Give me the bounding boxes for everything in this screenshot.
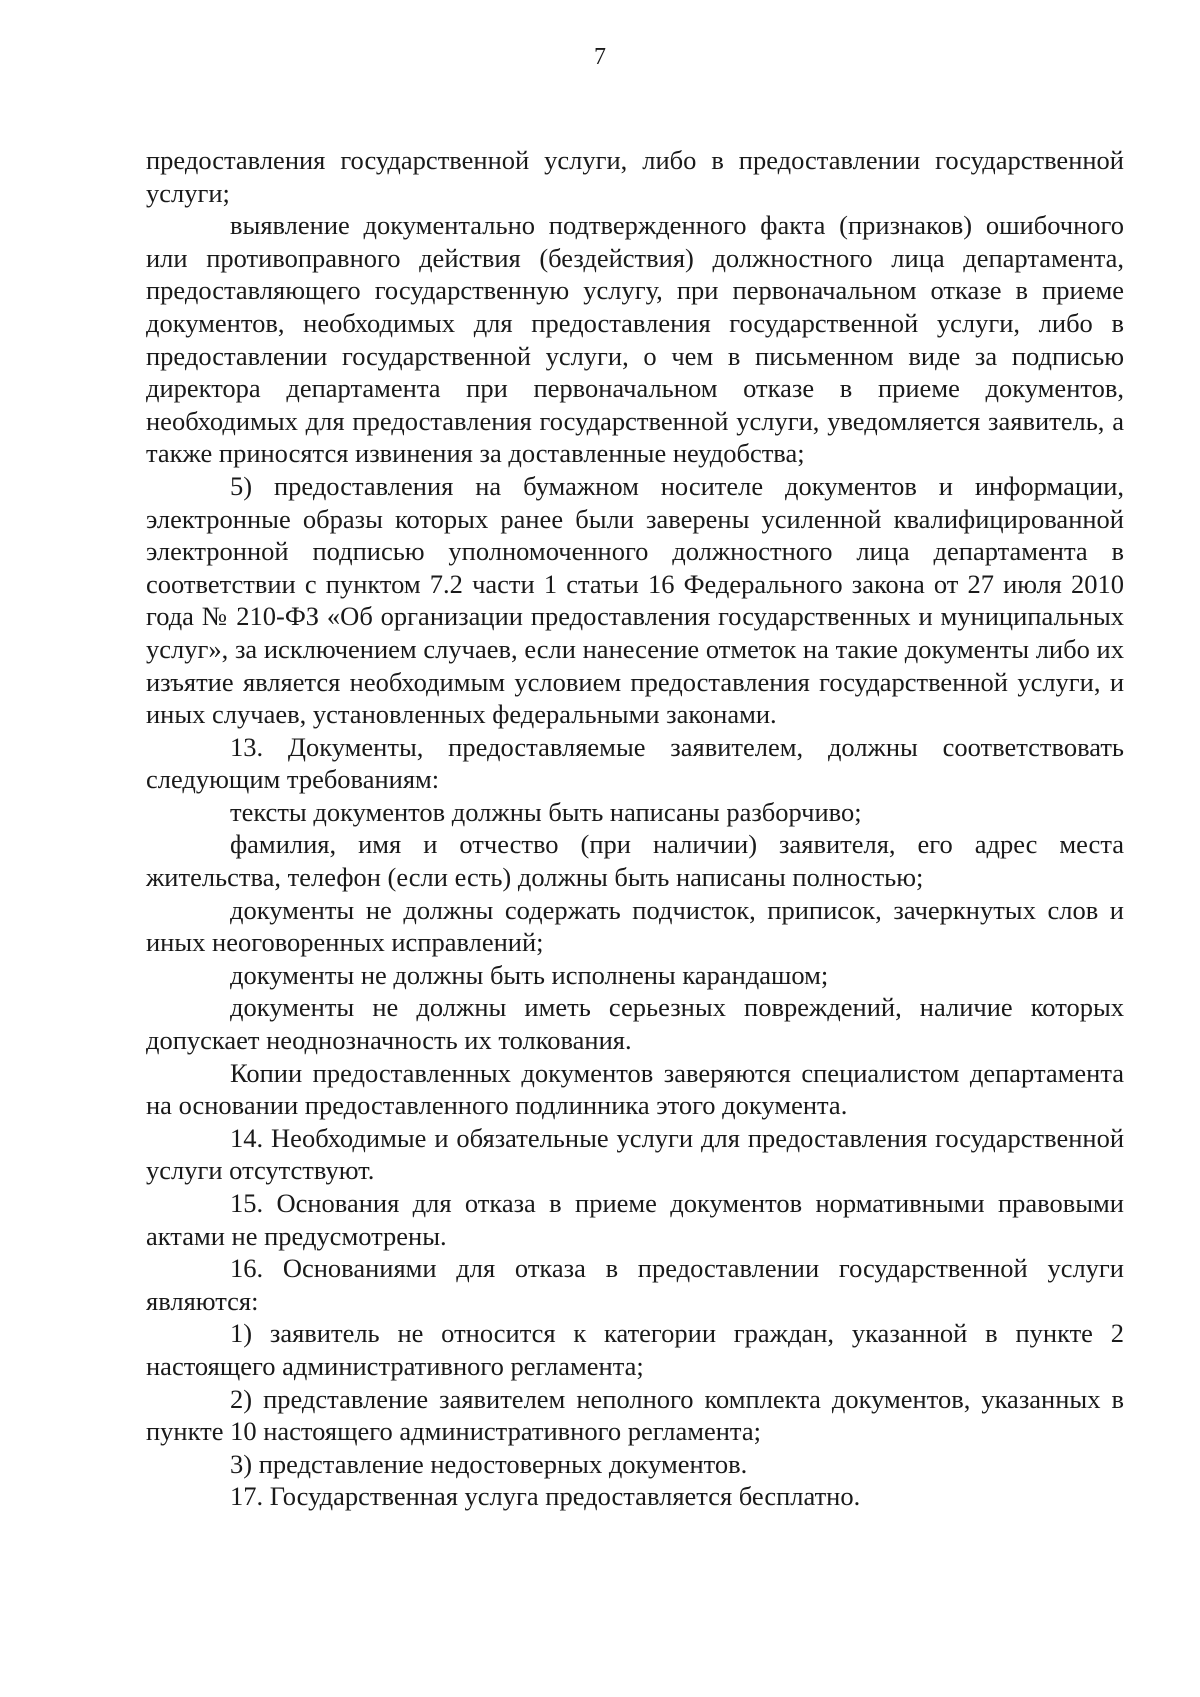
- paragraph-continuation: предоставления государственной услуги, либо в предоставлении государственной услуги;: [146, 145, 1124, 208]
- paragraph-item-5: 5) предоставления на бумажном носителе документов и информации, электронные образы которых ранее были заверены усиленной квалифицированной электронной подписью уполномоченного должностного лица департамента в соответствии с пунктом 7.2 части 1 статьи 16 Федерального закона от 27 июля 2010 года № 210-ФЗ «Об организации предоставления государственных и муниципальных услуг», за исключением случаев, если нанесение отметок на такие документы либо их изъятие является необходимым условием предоставления государственной услуги, и иных случаев, установленных федеральными законами.: [146, 470, 1124, 730]
- paragraph-requirement-no-pencil: документы не должны быть исполнены карандашом;: [230, 959, 829, 990]
- paragraph-refusal-3: 3) представление недостоверных документов.: [230, 1448, 748, 1479]
- paragraph-section-13: 13. Документы, предоставляемые заявителем, должны соответствовать следующим требованиям:: [146, 731, 1124, 795]
- paragraph-section-17: 17. Государственная услуга предоставляется бесплатно.: [230, 1481, 861, 1512]
- paragraph-section-15: 15. Основания для отказа в приеме документов нормативными правовыми актами не предусмотрены.: [146, 1188, 1124, 1251]
- paragraph-refusal-1: 1) заявитель не относится к категории граждан, указанной в пункте 2 настоящего административного регламента;: [146, 1318, 1124, 1381]
- paragraph-error-detection: выявление документально подтвержденного факта (признаков) ошибочного или противоправного действия (бездействия) должностного лица департамента, предоставляющего государственную услугу, при первоначальном отказе в приеме документов, необходимых для предоставления государственной услуги, либо в предоставлении государственной услуги, о чем в письменном виде за подписью директора департамента при первоначальном отказе в приеме документов, необходимых для предоставления государственной услуги, уведомляется заявитель, а также приносятся извинения за доставленные неудобства;: [146, 210, 1124, 469]
- paragraph-requirement-full-name: фамилия, имя и отчество (при наличии) заявителя, его адрес места жительства, телефон (если есть) должны быть написаны полностью;: [146, 829, 1124, 893]
- paragraph-section-14: 14. Необходимые и обязательные услуги для предоставления государственной услуги отсутствуют.: [146, 1122, 1124, 1186]
- paragraph-requirement-legible: тексты документов должны быть написаны разборчиво;: [230, 796, 862, 827]
- paragraph-copies: Копии предоставленных документов заверяются специалистом департамента на основании предоставленного подлинника этого документа.: [146, 1057, 1124, 1121]
- paragraph-requirement-no-corrections: документы не должны содержать подчисток, приписок, зачеркнутых слов и иных неоговоренных исправлений;: [146, 894, 1124, 958]
- document-body: [146, 144, 1124, 1513]
- paragraph-refusal-2: 2) представление заявителем неполного комплекта документов, указанных в пункте 10 настоящего административного регламента;: [146, 1383, 1124, 1447]
- paragraph-section-16: 16. Основаниями для отказа в предоставлении государственной услуги являются:: [146, 1253, 1124, 1316]
- paragraph-requirement-no-damage: документы не должны иметь серьезных повреждений, наличие которых допускает неоднозначность их толкования.: [146, 992, 1124, 1056]
- page-number: 7: [594, 44, 606, 70]
